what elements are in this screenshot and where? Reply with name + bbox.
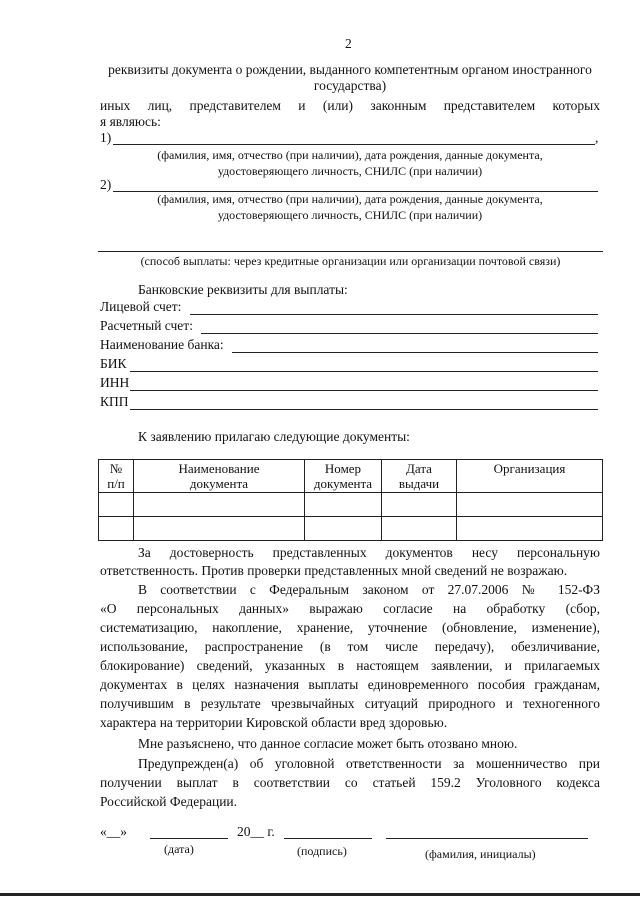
column-header-number (99, 460, 134, 493)
bank-field-label-personal-account: Лицевой счет: (100, 299, 182, 314)
revocation-note: Мне разъяснено, что данное согласие может быть отозвано мною. (138, 736, 518, 751)
consent-line: систематизацию, накопление, хранение, уточнение (обновление, изменение), (100, 620, 600, 635)
table-cell[interactable] (99, 493, 134, 517)
table-cell[interactable] (382, 493, 457, 517)
column-header-issue-date (382, 460, 457, 493)
table-cell[interactable] (382, 517, 457, 541)
bank-title: Банковские реквизиты для выплаты: (138, 282, 348, 297)
signature-sign-line[interactable] (284, 838, 372, 839)
consent-line: «О персональных данных» выражаю согласие на обработку (сбор, (100, 601, 600, 616)
table-row (99, 493, 603, 517)
column-header-text: Номер (324, 461, 362, 476)
page-number: 2 (345, 36, 352, 51)
table-header-row (99, 460, 603, 493)
entry-2-hint-line-1: (фамилия, имя, отчество (при наличии), дата рождения, данные документа, (157, 192, 543, 206)
representative-line-1: иных лиц, представителем и (или) законным представителем которых (100, 98, 600, 113)
consent-line: получившим в результате чрезвычайных ситуаций природного и техногенного (100, 696, 600, 711)
signature-sign-label: (подпись) (297, 844, 347, 858)
inn-input-line[interactable] (130, 390, 598, 391)
payment-method-input-line[interactable] (98, 251, 603, 252)
column-header-text: Наименование (178, 461, 260, 476)
consent-line: характера на территории Кировской области вред здоровью. (100, 715, 448, 730)
column-header-text: документа (313, 476, 373, 491)
bik-input-line[interactable] (130, 371, 598, 372)
entry-1-hint-line-2: удостоверяющего личность, СНИЛС (при наличии) (217, 164, 483, 178)
table-cell[interactable] (99, 517, 134, 541)
signature-name-label: (фамилия, инициалы) (425, 847, 536, 861)
bank-field-label-bank-name: Наименование банка: (100, 337, 224, 352)
entry-1-hint-line-1: (фамилия, имя, отчество (при наличии), дата рождения, данные документа, (157, 148, 543, 162)
entry-2-number: 2) (100, 177, 112, 192)
table-cell[interactable] (457, 493, 603, 517)
column-header-text: № (109, 461, 123, 476)
table-cell[interactable] (134, 493, 305, 517)
responsibility-line-1: За достоверность представленных документов несу персональную (138, 545, 600, 560)
consent-line: использование, распространение (в том числе передачу), обезличивание, (100, 639, 600, 654)
consent-line: документах в целях назначения выплаты единовременного пособия гражданам, (100, 677, 600, 692)
entry-2-hint-line-2: удостоверяющего личность, СНИЛС (при наличии) (217, 208, 483, 222)
attachments-table (98, 459, 603, 541)
scan-edge-divider (0, 893, 640, 896)
personal-account-input-line[interactable] (190, 314, 598, 315)
signature-year: 20__ г. (237, 824, 275, 839)
responsibility-line-2: ответственность. Против проверки представленных мной сведений не возражаю. (100, 563, 568, 578)
column-header-text: выдачи (398, 476, 440, 491)
representative-line-2: я являюсь: (100, 114, 161, 129)
consent-line: В соответствии с Федеральным законом от 27.07.2006 № 152-ФЗ (138, 582, 600, 597)
entry-1-comma: , (595, 130, 599, 145)
signature-name-line[interactable] (386, 838, 588, 839)
column-header-text: документа (189, 476, 249, 491)
column-header-document-name (134, 460, 305, 493)
column-header-text: п/п (107, 476, 125, 491)
column-header-document-number (305, 460, 382, 493)
header-line-1: реквизиты документа о рождении, выданного компетентным органом иностранного (108, 62, 592, 77)
table-row (99, 517, 603, 541)
bank-name-input-line[interactable] (232, 352, 598, 353)
settlement-account-input-line[interactable] (201, 333, 598, 334)
bank-field-label-bik: БИК (100, 356, 127, 371)
table-cell[interactable] (134, 517, 305, 541)
bank-field-label-inn: ИНН (100, 375, 130, 390)
signature-date-month-line[interactable] (150, 838, 228, 839)
warning-line: получении выплат в соответствии со статьей 159.2 Уголовного кодекса (100, 775, 600, 790)
kpp-input-line[interactable] (130, 409, 598, 410)
bank-field-label-settlement-account: Расчетный счет: (100, 318, 193, 333)
payment-method-hint: (способ выплаты: через кредитные организации или организации почтовой связи) (140, 254, 561, 268)
attachments-intro: К заявлению прилагаю следующие документы: (138, 429, 410, 444)
signature-date-day: «__» (100, 824, 127, 839)
signature-date-label: (дата) (164, 842, 194, 856)
warning-line: Предупрежден(а) об уголовной ответственности за мошенничество при (138, 756, 600, 771)
entry-1-number: 1) (100, 130, 112, 145)
column-header-organization (457, 460, 603, 493)
table-cell[interactable] (305, 517, 382, 541)
consent-line: блокирование) сведений, указанных в настоящем заявлении, и прилагаемых (100, 658, 600, 673)
column-header-text: Организация (493, 461, 566, 476)
column-header-text: Дата (406, 461, 432, 476)
bank-field-label-kpp: КПП (100, 394, 129, 409)
table-cell[interactable] (305, 493, 382, 517)
warning-line: Российской Федерации. (100, 794, 238, 809)
entry-1-input-line[interactable] (113, 144, 595, 145)
header-line-2: государства) (313, 78, 387, 93)
table-cell[interactable] (457, 517, 603, 541)
